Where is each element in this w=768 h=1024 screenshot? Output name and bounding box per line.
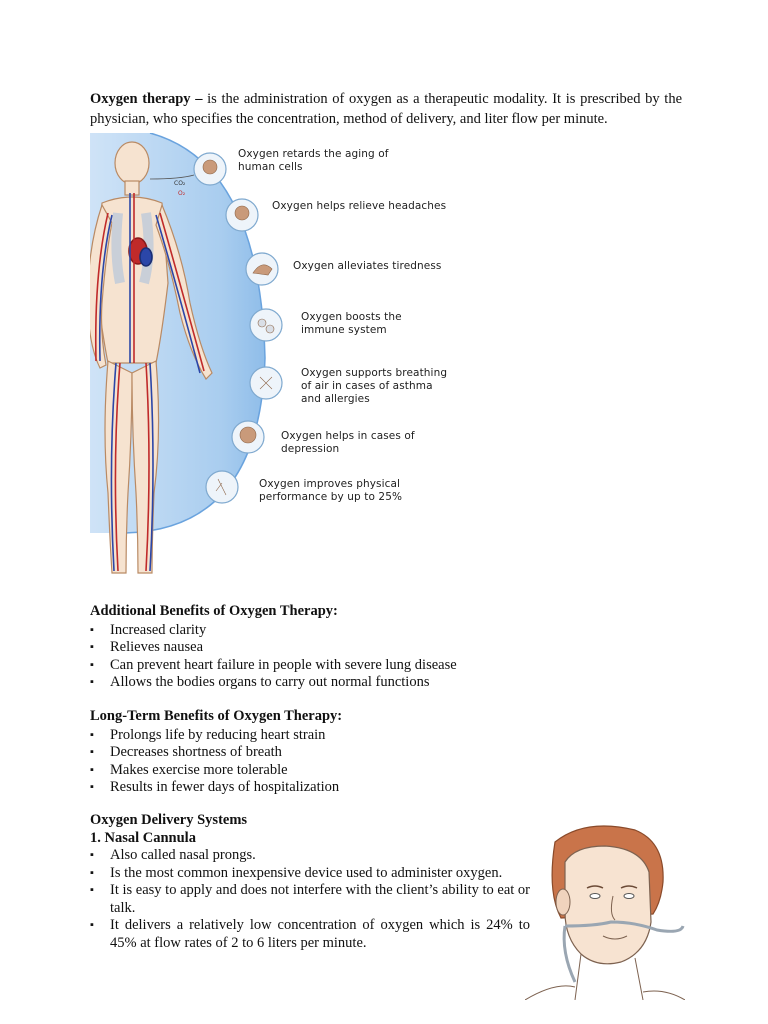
longterm-benefits-section (90, 708, 550, 797)
list-item: ▪ Can prevent heart failure in people with severe lung disease (90, 657, 550, 675)
additional-benefits-list (90, 622, 550, 692)
list-item: ▪ Is the most common inexpensive device used to administer oxygen. (90, 865, 530, 883)
benefit-label-tiredness: Oxygen alleviates tiredness (293, 260, 442, 272)
oxygen-benefits-figure (90, 133, 470, 585)
additional-benefits-heading: Additional Benefits of Oxygen Therapy: (90, 603, 338, 619)
co2-label: CO₂ (174, 180, 186, 187)
nasal-cannula-illustration (525, 822, 685, 1000)
list-item: ▪ Relieves nausea (90, 639, 550, 657)
intro-text: is the administration of oxygen as a therapeutic modality. It is prescribed by the physician, who specifies the concentration, method of delivery, and liter flow per minute. (90, 91, 683, 127)
delivery-systems-heading: Oxygen Delivery Systems (90, 812, 248, 828)
benefit-label-breathing: Oxygen supports breathing of air in cases of asthma and allergies (301, 367, 448, 405)
longterm-benefits-list (90, 727, 550, 797)
list-item: ▪ Results in fewer days of hospitalization (90, 779, 550, 797)
benefit-label-depression: Oxygen helps in cases of depression (281, 430, 415, 455)
additional-benefits-section (90, 603, 550, 692)
list-item: ▪ Prolongs life by reducing heart strain (90, 727, 550, 745)
list-item: ▪ Makes exercise more tolerable (90, 762, 550, 780)
benefit-label-immune: Oxygen boosts the immune system (301, 311, 402, 336)
benefit-label-performance: Oxygen improves physical performance by up to 25% (259, 478, 403, 503)
intro-paragraph (90, 89, 682, 129)
delivery-systems-section (90, 812, 530, 952)
list-item: ▪ Allows the bodies organs to carry out normal functions (90, 674, 550, 692)
list-item: ▪ Increased clarity (90, 622, 550, 640)
nasal-cannula-list (90, 847, 530, 952)
list-item: ▪ It delivers a relatively low concentration of oxygen which is 24% to 45% at flow rates of 2 to 6 liters per minute. (90, 917, 530, 952)
nasal-cannula-heading: 1. Nasal Cannula (90, 829, 196, 846)
intro-term: Oxygen therapy – (90, 91, 203, 107)
list-item: ▪ It is easy to apply and does not interfere with the client’s ability to eat or talk. (90, 882, 530, 917)
longterm-benefits-heading: Long-Term Benefits of Oxygen Therapy: (90, 708, 343, 724)
immune-system-icon (250, 309, 282, 341)
o2-label: O₂ (178, 190, 186, 197)
benefit-label-aging: Oxygen retards the aging of human cells (238, 148, 389, 173)
list-item: ▪ Also called nasal prongs. (90, 847, 530, 865)
benefit-label-headaches: Oxygen helps relieve headaches (272, 200, 447, 212)
list-item: ▪ Decreases shortness of breath (90, 744, 550, 762)
